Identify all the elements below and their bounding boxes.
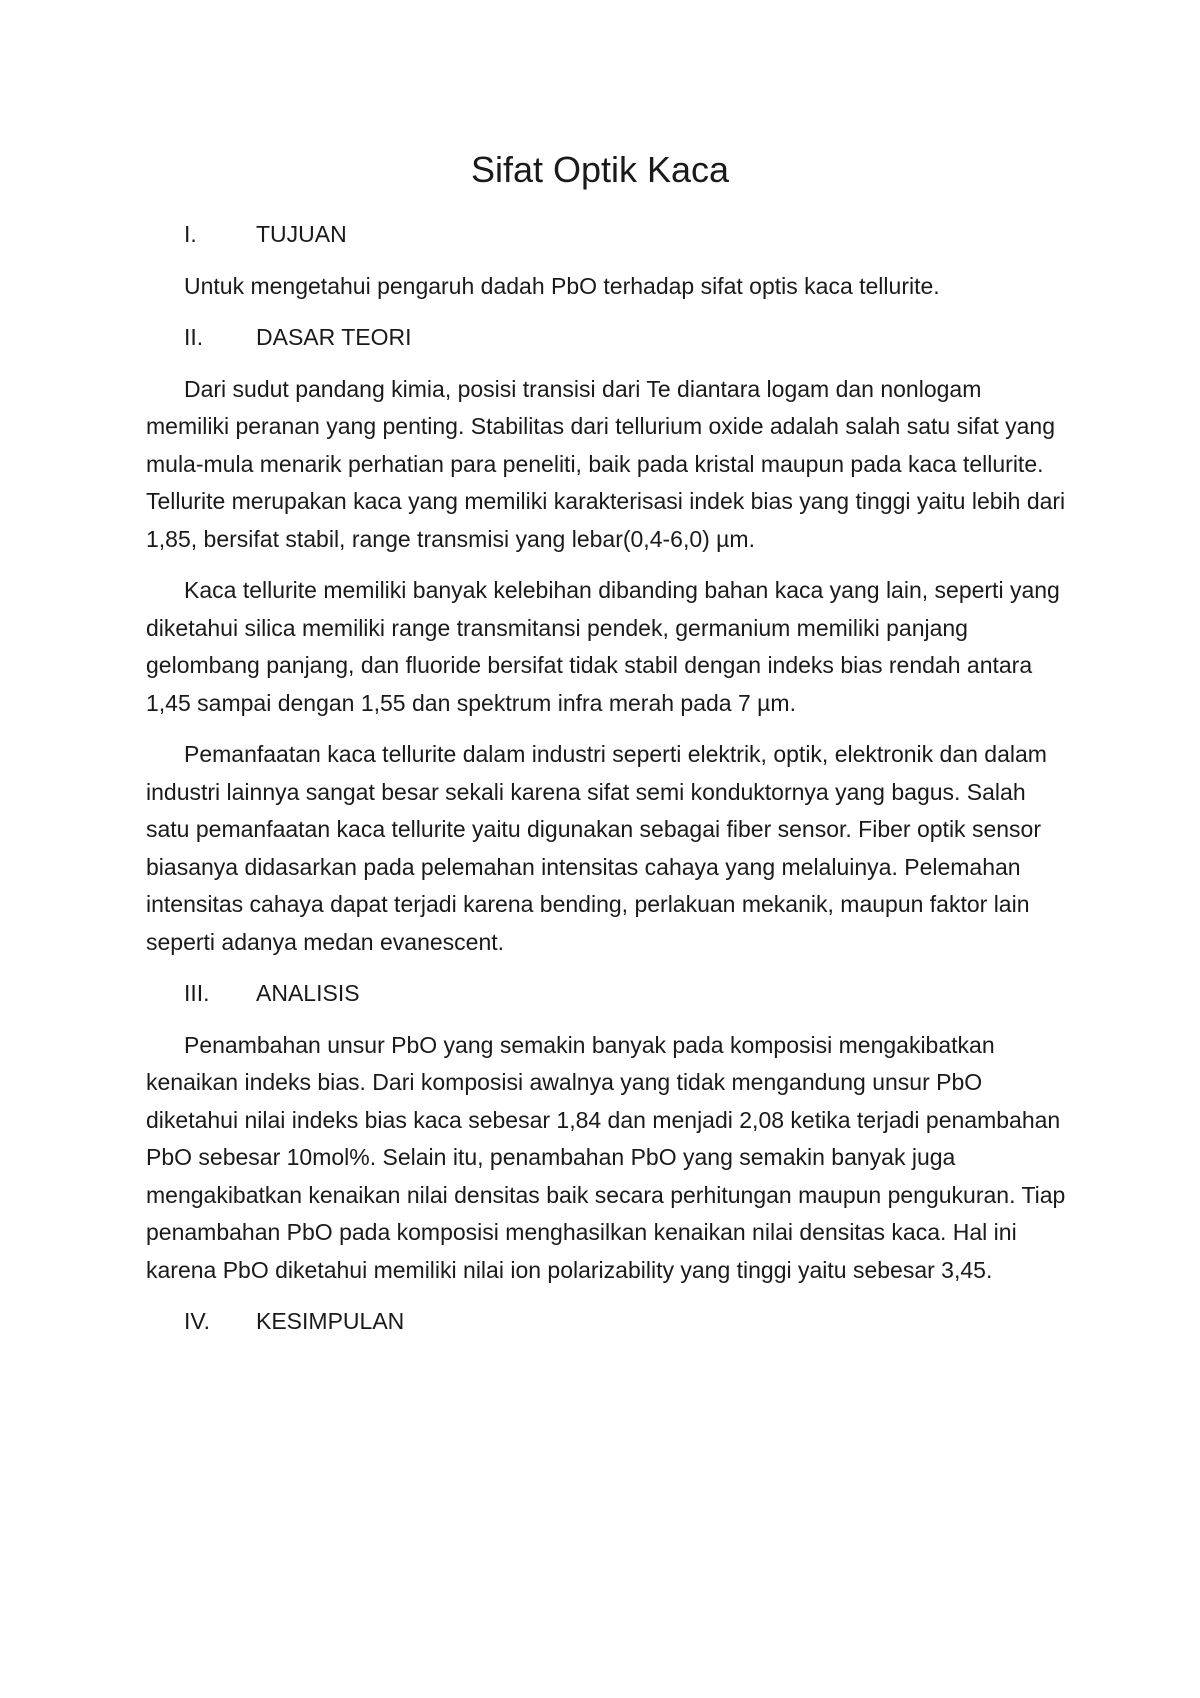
section-heading-analisis: [146, 975, 1066, 1013]
paragraph-dasar-teori-1: Dari sudut pandang kimia, posisi transisi dari Te diantara logam dan nonlogam memiliki peranan yang penting. Stabilitas dari tellurium oxide adalah salah satu sifat yang mula-mula menarik perhatian para peneliti, baik pada kristal maupun pada kaca tellurite. Tellurite merupakan kaca yang memiliki karakterisasi indek bias yang tinggi yaitu lebih dari 1,85, bersifat stabil, range transmisi yang lebar(0,4-6,0) µm.: [146, 375, 1066, 552]
document-body: [146, 216, 1066, 1355]
section-number: IV.: [184, 1308, 211, 1334]
section-heading-tujuan: [146, 216, 1066, 254]
section-number: I.: [184, 221, 197, 247]
paragraph-dasar-teori-3: Pemanfaatan kaca tellurite dalam industri seperti elektrik, optik, elektronik dan dalam industri lainnya sangat besar sekali karena sifat semi konduktornya yang bagus. Salah satu pemanfaatan kaca tellurite yaitu digunakan sebagai fiber sensor. Fiber optik sensor biasanya didasarkan pada pelemahan intensitas cahaya yang melaluinya. Pelemahan intensitas cahaya dapat terjadi karena bending, perlakuan mekanik, maupun faktor lain seperti adanya medan evanescent.: [146, 741, 1047, 955]
paragraph-tujuan: Untuk mengetahui pengaruh dadah PbO terhadap sifat optis kaca tellurite.: [184, 272, 940, 299]
section-heading-dasar-teori: [146, 319, 1066, 357]
paragraph-dasar-teori-2: Kaca tellurite memiliki banyak kelebihan dibanding bahan kaca yang lain, seperti yang diketahui silica memiliki range transmitansi pendek, germanium memiliki panjang gelombang panjang, dan fluoride bersifat tidak stabil dengan indeks bias rendah antara 1,45 sampai dengan 1,55 dan spektrum infra merah pada 7 µm.: [146, 577, 1060, 716]
section-title: DASAR TEORI: [256, 324, 412, 350]
section-heading-kesimpulan: [146, 1303, 1066, 1341]
section-title: ANALISIS: [256, 980, 360, 1006]
section-title: KESIMPULAN: [256, 1308, 405, 1334]
document-title: Sifat Optik Kaca: [470, 149, 730, 190]
paragraph-analisis: Penambahan unsur PbO yang semakin banyak pada komposisi mengakibatkan kenaikan indeks bias. Dari komposisi awalnya yang tidak mengandung unsur PbO diketahui nilai indeks bias kaca sebesar 1,84 dan menjadi 2,08 ketika terjadi penambahan PbO sebesar 10mol%. Selain itu, penambahan PbO yang semakin banyak juga mengakibatkan kenaikan nilai densitas baik secara perhitungan maupun pengukuran. Tiap penambahan PbO pada komposisi menghasilkan kenaikan nilai densitas kaca. Hal ini karena PbO diketahui memiliki nilai ion polarizability yang tinggi yaitu sebesar 3,45.: [146, 1031, 1066, 1283]
section-title: TUJUAN: [256, 221, 347, 247]
section-number: III.: [184, 980, 210, 1006]
section-number: II.: [184, 324, 204, 350]
